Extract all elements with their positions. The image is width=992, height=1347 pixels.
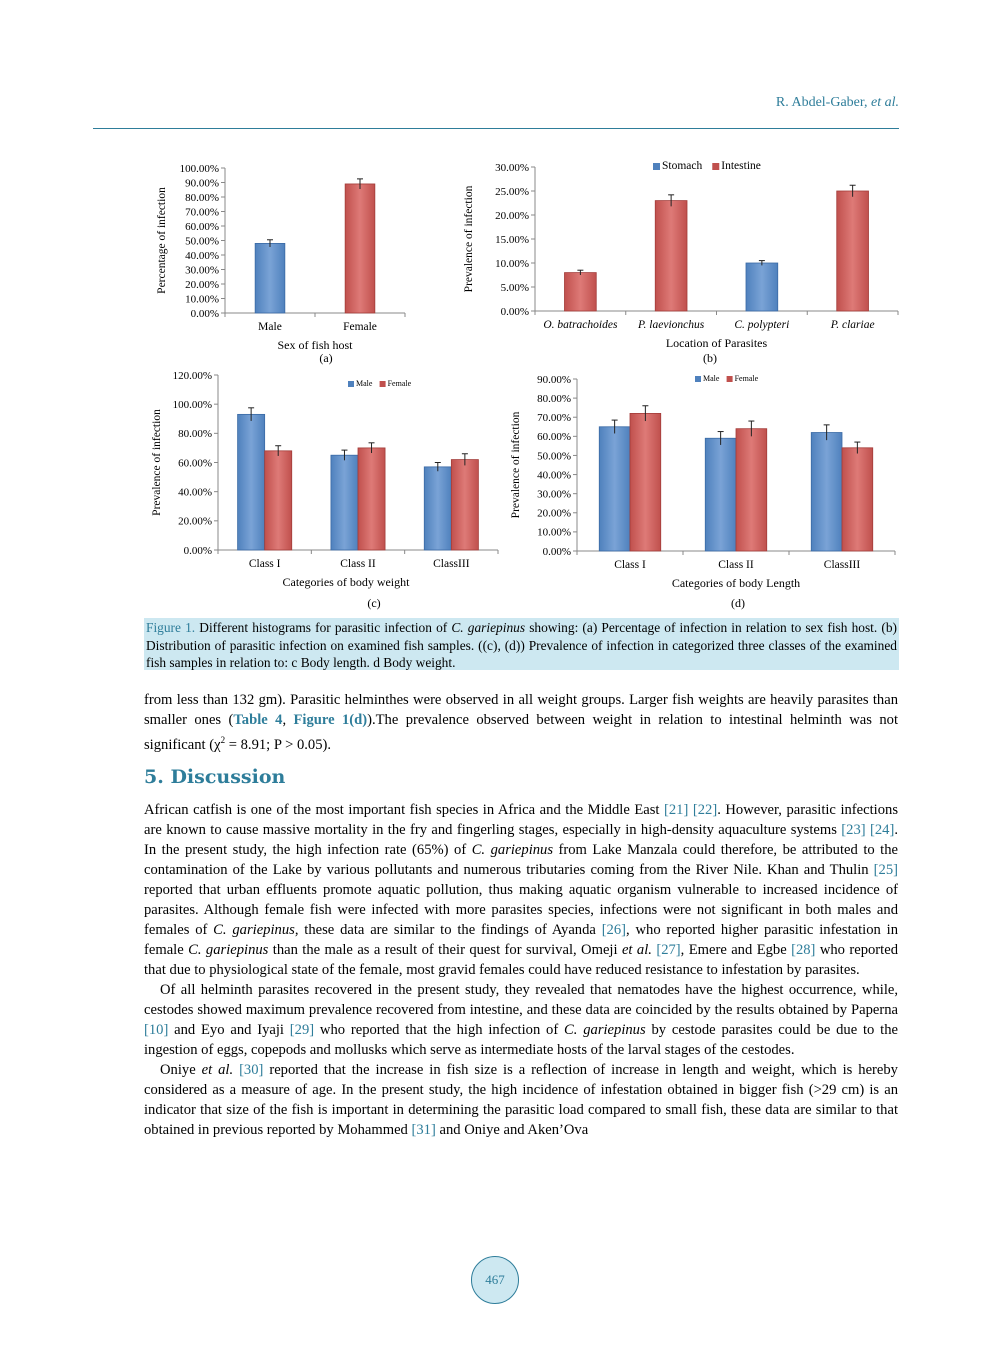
x-axis-title: Categories of body weight [282,575,410,589]
text: ).The prevalence observed between weight in relation to intestinal helminth was not significant (χ [144,712,899,753]
text: . However, parasitic infections are known to cause massive mortality in the fry and fingerling stages, especially in high-density aquaculture systems [144,802,898,838]
y-tick-label: 90.00% [537,373,571,386]
et-al: et al. [201,1062,234,1078]
caption-text-2: showing: (a) Percentage of infection in relation to sex fish host. (b) Distribution of parasitic infection on examined fish samples. ((c), (d)) Prevalence of infection in categorized three classes of the examined fish samples in relation to: c Body length. d Body weight. [146,620,897,670]
text: , who reported higher parasitic infestation in female [144,922,898,958]
bar [255,243,285,313]
y-tick-label: 20.00% [495,209,529,222]
bar [630,413,661,551]
y-tick-label: 0.00% [500,305,529,318]
y-tick-label: 70.00% [185,206,219,219]
text: . In the present study, the high infection rate (65%) of [144,822,898,858]
bar [655,201,687,311]
text: , Emere and Egbe [680,942,792,958]
caption-species: C. gariepinus [451,620,526,635]
bar [358,448,385,550]
text: African catfish is one of the most important fish species in Africa and the Middle East [144,802,664,818]
text: than the male as a result of their quest for survival, Omeji [268,942,622,958]
x-category-label: Class II [718,559,754,571]
y-tick-label: 20.00% [178,515,212,528]
y-tick-label: 30.00% [495,161,529,174]
y-tick-label: 100.00% [172,399,212,412]
legend-label: Female [387,379,412,388]
legend-swatch [653,163,660,170]
y-tick-label: 60.00% [185,220,219,233]
species-name: C. gariepinus [471,842,554,858]
y-tick-label: 40.00% [185,249,219,262]
y-tick-label: 5.00% [500,281,529,294]
text: = 8.91; P > 0.05). [225,736,332,753]
running-header-author [776,95,899,111]
chart-b-location [460,152,900,368]
ref-link-30[interactable]: [30] [239,1062,264,1078]
text: , [282,712,294,728]
paragraph-1 [144,800,898,980]
text: reported that urban effluents promote aquatic pollution, thus making aquatic organism vulnerable to increased incidence of parasites. Although female fish were infected with more parasites species, infections were not significant in both males and females of [144,882,898,938]
page-number: 467 [471,1256,519,1304]
ref-link-29[interactable]: [29] [289,1022,315,1038]
y-tick-label: 0.00% [542,545,571,558]
x-category-label: P. clariae [830,319,875,331]
chi-superscript: 2 [220,735,226,745]
y-tick-label: 20.00% [185,278,219,291]
panel-label: (d) [731,596,745,610]
bar [746,263,778,311]
text: from Lake Manzala could therefore, be attributed to the contamination of the Lake by various pollutants and numerous tributaries coming from the River Nile. Khan and Thulin [144,842,899,878]
x-axis-title: Categories of body Length [671,576,801,590]
bar [331,455,358,550]
y-tick-label: 10.00% [185,293,219,306]
y-axis-title: Prevalence of infection [510,411,522,519]
text: Oniye [160,1062,202,1078]
text: and Eyo and Iyaji [168,1022,290,1038]
y-tick-label: 60.00% [537,431,571,444]
bar [736,429,767,551]
header-rule [93,128,899,129]
y-axis-title: Prevalence of infection [151,409,163,516]
bar [451,460,478,550]
header-author-name: R. Abdel-Gaber, [775,95,871,110]
chart-d-length [505,365,900,615]
species-name: C. gariepinus [564,1022,646,1038]
ref-link-25[interactable]: [25] [873,862,898,878]
y-tick-label: 90.00% [185,177,219,190]
figure-1d-link[interactable]: Figure 1(d) [293,712,368,728]
y-tick-label: 10.00% [537,526,571,539]
x-category-label: Class I [248,558,281,570]
y-axis-title: Prevalence of infection [463,185,475,293]
paragraph-results-continued [144,690,898,755]
chart-c-weight [150,365,505,615]
x-category-label: C. polypteri [734,319,790,331]
x-category-label: Class I [614,559,646,571]
panel-label: (a) [319,351,333,365]
y-tick-label: 50.00% [537,450,571,463]
bar [345,184,375,313]
y-tick-label: 30.00% [537,488,571,501]
bar [424,467,451,550]
x-category-label: P. laevionchus [638,319,705,331]
ref-link-23[interactable]: [23] [841,822,866,838]
y-tick-label: 70.00% [537,412,571,425]
y-tick-label: 80.00% [178,428,212,441]
ref-link-10[interactable]: [10] [144,1022,169,1038]
y-tick-label: 10.00% [495,257,529,270]
bar [837,191,869,311]
y-axis-title: Percentage of infection [156,187,168,294]
text: from less than 132 gm). Parasitic helminthes were observed in all weight groups. Larger fish weights are heavily parasites than smaller ones ( [144,692,898,728]
bar [238,414,265,550]
y-tick-label: 80.00% [185,191,219,204]
et-al: et al. [621,942,652,958]
legend-label: Stomach [662,160,703,172]
ref-link-21[interactable]: [21] [664,802,689,818]
species-name: C. gariepinus [188,942,269,958]
ref-link-26[interactable]: [26] [601,922,627,938]
legend-label: Male [356,379,373,388]
y-tick-label: 20.00% [537,507,571,520]
y-tick-label: 60.00% [178,457,212,470]
legend-swatch [380,381,386,387]
x-category-label: ClassIII [433,558,470,570]
figure-caption [144,618,899,670]
ref-link-27[interactable]: [27] [656,942,681,958]
y-tick-label: 40.00% [178,486,212,499]
y-tick-label: 15.00% [495,233,529,246]
x-axis-title: Sex of fish host [277,338,353,352]
paragraph-3 [144,1060,898,1140]
x-axis-title: Location of Parasites [665,336,768,350]
legend-swatch [727,376,733,382]
y-tick-label: 0.00% [190,307,219,320]
table-4-link[interactable]: Table 4 [233,712,283,728]
paragraph-2 [144,980,898,1060]
x-category-label: Class II [340,558,376,570]
discussion-body [144,800,898,1140]
text: and Oniye and Aken’Ova [435,1122,589,1138]
y-tick-label: 25.00% [495,185,529,198]
y-tick-label: 0.00% [183,544,212,557]
y-tick-label: 120.00% [172,369,212,382]
ref-link-24[interactable]: [24] [870,822,895,838]
x-category-label: Female [343,321,377,333]
y-tick-label: 80.00% [537,392,571,405]
legend-swatch [712,163,719,170]
ref-link-28[interactable]: [28] [791,942,816,958]
ref-link-22[interactable]: [22] [692,802,718,818]
bar [811,433,842,551]
legend-label: Intestine [721,160,761,172]
bar [265,451,292,550]
x-category-label: Male [258,321,282,333]
y-tick-label: 30.00% [185,264,219,277]
text: who reported that the high infection of [314,1022,565,1038]
section-title-discussion: 5. Discussion [144,766,286,788]
text: who reported that due to physiological state of the female, most gravid females could have reduced resistance to infestation by parasites. [144,942,898,978]
bar [842,448,873,551]
text: reported that the increase in fish size is a reflection of increase in length and weight, which is hereby considered as a measure of age. In the present study, the high incidence of infestation obtained in bigger fish (>29 cm) is an indicator that size of the fish is important in determining the parasitic load compared to small fish, these data are similar to that obtained in previous reported by Mohammed [144,1062,898,1138]
y-tick-label: 50.00% [185,235,219,248]
panel-label: (b) [703,351,717,365]
bar [705,438,736,551]
legend-label: Male [703,374,720,383]
legend-swatch [348,381,354,387]
x-category-label: O. batrachoides [543,319,618,331]
chart-a-sex [150,158,450,368]
legend-swatch [695,376,701,382]
caption-text-1: Different histograms for parasitic infection of [195,620,452,635]
text: , these data are similar to the findings of Ayanda [294,922,602,938]
x-category-label: ClassIII [823,559,861,571]
y-tick-label: 40.00% [537,469,571,482]
species-name: C. gariepinus [213,922,295,938]
text: Of all helminth parasites recovered in the present study, they revealed that nematodes have the highest occurrence, while, cestodes showed maximum prevalence recovered from intestine, and these data are coincided by the results obtained by Paperna [144,982,898,1018]
legend-label: Female [734,374,759,383]
bar [564,273,596,311]
panel-label: (c) [367,596,381,610]
y-tick-label: 100.00% [179,162,219,175]
header-etal: et al. [871,95,899,110]
caption-label: Figure 1. [146,620,196,635]
ref-link-31[interactable]: [31] [411,1122,436,1138]
text: by cestode parasites could be due to the ingestion of eggs, copepods and mollusks which serve as intermediate hosts of the larval stages of the cestodes. [144,1022,898,1058]
bar [599,427,630,551]
